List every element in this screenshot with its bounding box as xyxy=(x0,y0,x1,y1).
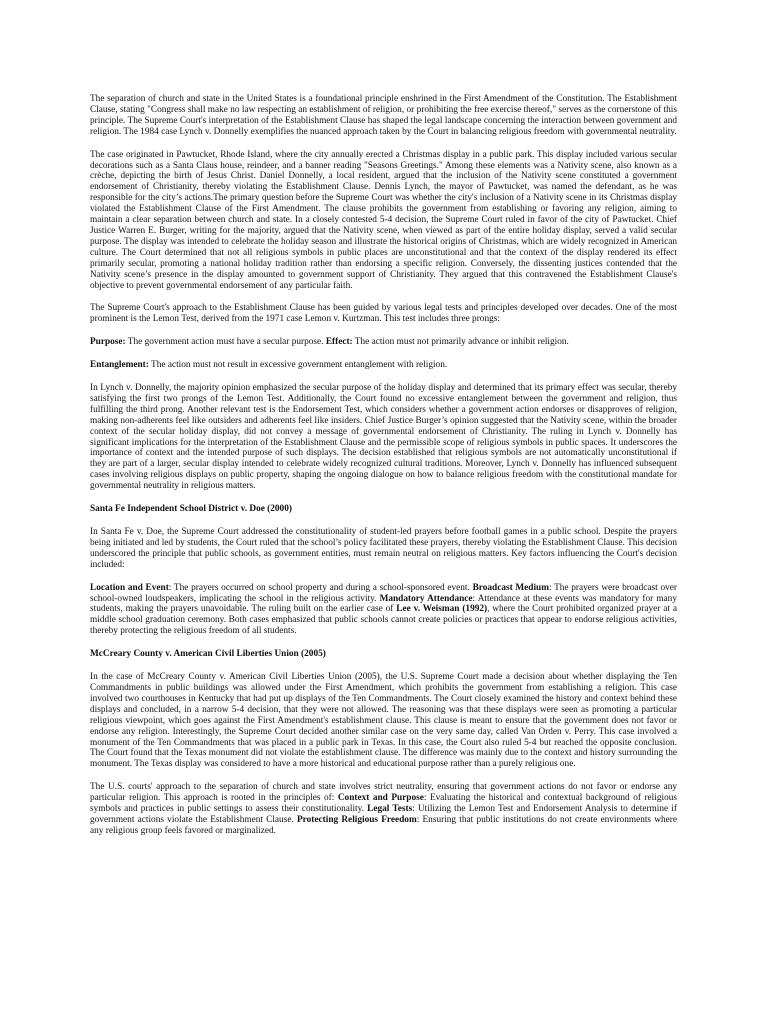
paragraph-santa-fe-factors xyxy=(90,583,677,638)
text-effect: The action must not primarily advance or inhibit religion. xyxy=(352,337,569,348)
paragraph-santa-fe: In Santa Fe v. Doe, the Supreme Court addressed the constitutionality of student-led prayers before football games in a public school. Despite the prayers being initiated and led by students, the Court ruled that the school’s policy facilitated these prayers, thereby violating the Establishment Clause. This decision underscored the principle that public schools, as government entities, must remain neutral on religious matters. Key factors influencing the Court's decision included: xyxy=(90,527,677,570)
paragraph-lynch-case: The case originated in Pawtucket, Rhode Island, where the city annually erected a Christmas display in a public park. This display included various secular decorations such as a Santa Claus house, reindeer, and a banner reading "Seasons Greetings." Among these elements was a Nativity scene, also known as a crèche, depicting the birth of Jesus Christ. Daniel Donnelly, a local resident, argued that the inclusion of the Nativity scene constituted a government endorsement of Christianity, thereby violating the Establishment Clause. Dennis Lynch, the mayor of Pawtucket, was named the defendant, as he was responsible for the city’s actions.The primary question before the Supreme Court was whether the city's inclusion of a Nativity scene in its Christmas display violated the Establishment Clause of the First Amendment. The clause prohibits the government from establishing or favoring any religion, aiming to maintain a clear separation between church and state. In a closely contested 5-4 decision, the Supreme Court ruled in favor of the city of Pawtucket. Chief Justice Warren E. Burger, writing for the majority, argued that the Nativity scene, when viewed as part of the entire holiday display, served a valid secular purpose. The display was intended to celebrate the holiday season and illustrate the historical origins of Christmas, which are widely recognized in American culture. The Court determined that not all religious symbols in public places are unconstitutional and that the context of the display rendered its effect primarily secular, promoting a national holiday tradition rather than endorsing a specific religion. Conversely, the dissenting justices contended that the Nativity scene’s presence in the display amounted to government support of Christianity. They argued that this contravened the Establishment Clause's objective to prevent governmental endorsement of any particular faith. xyxy=(90,149,677,291)
paragraph-lynch-analysis: In Lynch v. Donnelly, the majority opinion emphasized the secular purpose of the holiday display and determined that its primary effect was secular, thereby satisfying the first two prongs of the Lemon Test. Additionally, the Court found no excessive entanglement between the government and religion, thus fulfilling the third prong. Another relevant test is the Endorsement Test, which considers whether a government action endorses or disapproves of religion, making non-adherents feel like outsiders and adherents feel like insiders. Chief Justice Burger’s opinion suggested that the Nativity scene, within the broader context of the secular holiday display, did not convey a message of governmental endorsement of Christianity. The ruling in Lynch v. Donnelly has significant implications for the interpretation of the Establishment Clause and the permissible scope of religious symbols in public spaces. It underscores the importance of context and the intended purpose of such displays. The decision established that religious symbols are not automatically unconstitutional if they are part of a larger, secular display intended to celebrate widely recognized cultural traditions. Moreover, Lynch v. Donnelly has influenced subsequent cases involving religious displays on public property, shaping the ongoing dialogue on how to balance religious freedom with the constitutional mandate for governmental neutrality in religious matters. xyxy=(90,383,677,492)
text-purpose: The government action must have a secular purpose. xyxy=(125,337,326,348)
paragraph-conclusion xyxy=(90,782,677,837)
label-legal-tests: Legal Tests xyxy=(367,804,413,815)
text-conclusion-intro: The U.S. courts' approach to the separation of church and state involves strict neutrality, ensuring that government actions do not favor or endorse any particular religion. This approach is rooted in the principles of: xyxy=(90,782,677,804)
text-entanglement: The action must not result in excessive government entanglement with religion. xyxy=(148,360,448,371)
label-lee-v-weisman: Lee v. Weisman (1992) xyxy=(396,604,488,615)
label-context-purpose: Context and Purpose xyxy=(337,793,424,804)
label-location-event: Location and Event xyxy=(90,582,169,593)
text-context-purpose: : Evaluating the historical and contextual background of religious symbols and practices in public settings to assess their constitutionality. xyxy=(90,793,677,815)
text-mandatory-attendance: : Attendance at these events was mandatory for many students, making the prayers unavoidable. The ruling built on the earlier case of xyxy=(90,593,677,615)
heading-mccreary: McCreary County v. American Civil Liberties Union (2005) xyxy=(90,649,326,660)
paragraph-mccreary: In the case of McCreary County v. American Civil Liberties Union (2005), the U.S. Supreme Court made a decision about whether displaying the Ten Commandments in public buildings was allowed under the First Amendment, which prohibits the government from establishing a religion. This case involved two courthouses in Kentucky that had put up displays of the Ten Commandments. The Court closely examined the history and context behind these displays and concluded, in a narrow 5-4 decision, that they were not allowed. The reasoning was that these displays were seen as promoting a particular religious viewpoint, which goes against the First Amendment's establishment clause. This clause is meant to ensure that the government does not favor or endorse any religion. Interestingly, the Supreme Court decided another similar case on the very same day, called Van Orden v. Perry. This case involved a monument of the Ten Commandments that was placed in a public park in Texas. In this case, the Court also ruled 5-4 but reached the opposite conclusion. The Court found that the Texas monument did not violate the establishment clause. The difference was mainly due to the context and history surrounding the monument. The Texas display was considered to have a more historical and educational purpose rather than a purely religious one. xyxy=(90,672,677,770)
label-mandatory-attendance: Mandatory Attendance xyxy=(379,593,473,604)
label-purpose: Purpose: xyxy=(90,337,126,348)
paragraph-prong-entanglement xyxy=(90,360,677,371)
document-body xyxy=(90,94,677,849)
text-legal-tests: : Utilizing the Lemon Test and Endorsement Analysis to determine if government actions violate the Establishment Clause. xyxy=(90,804,677,825)
label-protecting-freedom: Protecting Religious Freedom xyxy=(297,814,417,825)
paragraph-prongs-purpose-effect xyxy=(90,337,677,348)
text-broadcast-medium: : The prayers were broadcast over school-owned loudspeakers, implicating the school in the religious activity. xyxy=(90,582,677,604)
label-entanglement: Entanglement: xyxy=(90,360,149,371)
paragraph-lemon-test: The Supreme Court's approach to the Establishment Clause has been guided by various legal tests and principles developed over decades. One of the most prominent is the Lemon Test, derived from the 1971 case Lemon v. Kurtzman. This test includes three prongs: xyxy=(90,303,677,325)
paragraph-intro: The separation of church and state in the United States is a foundational principle enshrined in the First Amendment of the Constitution. The Establishment Clause, stating "Congress shall make no law respecting an establishment of religion, or prohibiting the free exercise thereof," serves as the cornerstone of this principle. The Supreme Court's interpretation of the Establishment Clause has shaped the legal landscape concerning the interaction between government and religion. The 1984 case Lynch v. Donnelly exemplifies the nuanced approach taken by the Court in balancing religious freedom with governmental neutrality. xyxy=(90,94,677,137)
label-effect: Effect: xyxy=(325,337,353,348)
text-lee-v-weisman: , where the Court prohibited organized prayer at a middle school graduation ceremony. Both cases emphasized that public schools cannot create policies or practices that appear to endorse religious activities, thereby protecting the religious freedom of all students. xyxy=(90,604,677,637)
text-protecting-freedom: : Ensuring that public institutions do not create environments where any religious group feels favored or marginalized. xyxy=(90,814,677,836)
label-broadcast-medium: Broadcast Medium xyxy=(472,582,549,593)
heading-santa-fe: Santa Fe Independent School District v. Doe (2000) xyxy=(90,504,292,515)
text-location-event: : The prayers occurred on school property and during a school-sponsored event. xyxy=(168,582,473,593)
